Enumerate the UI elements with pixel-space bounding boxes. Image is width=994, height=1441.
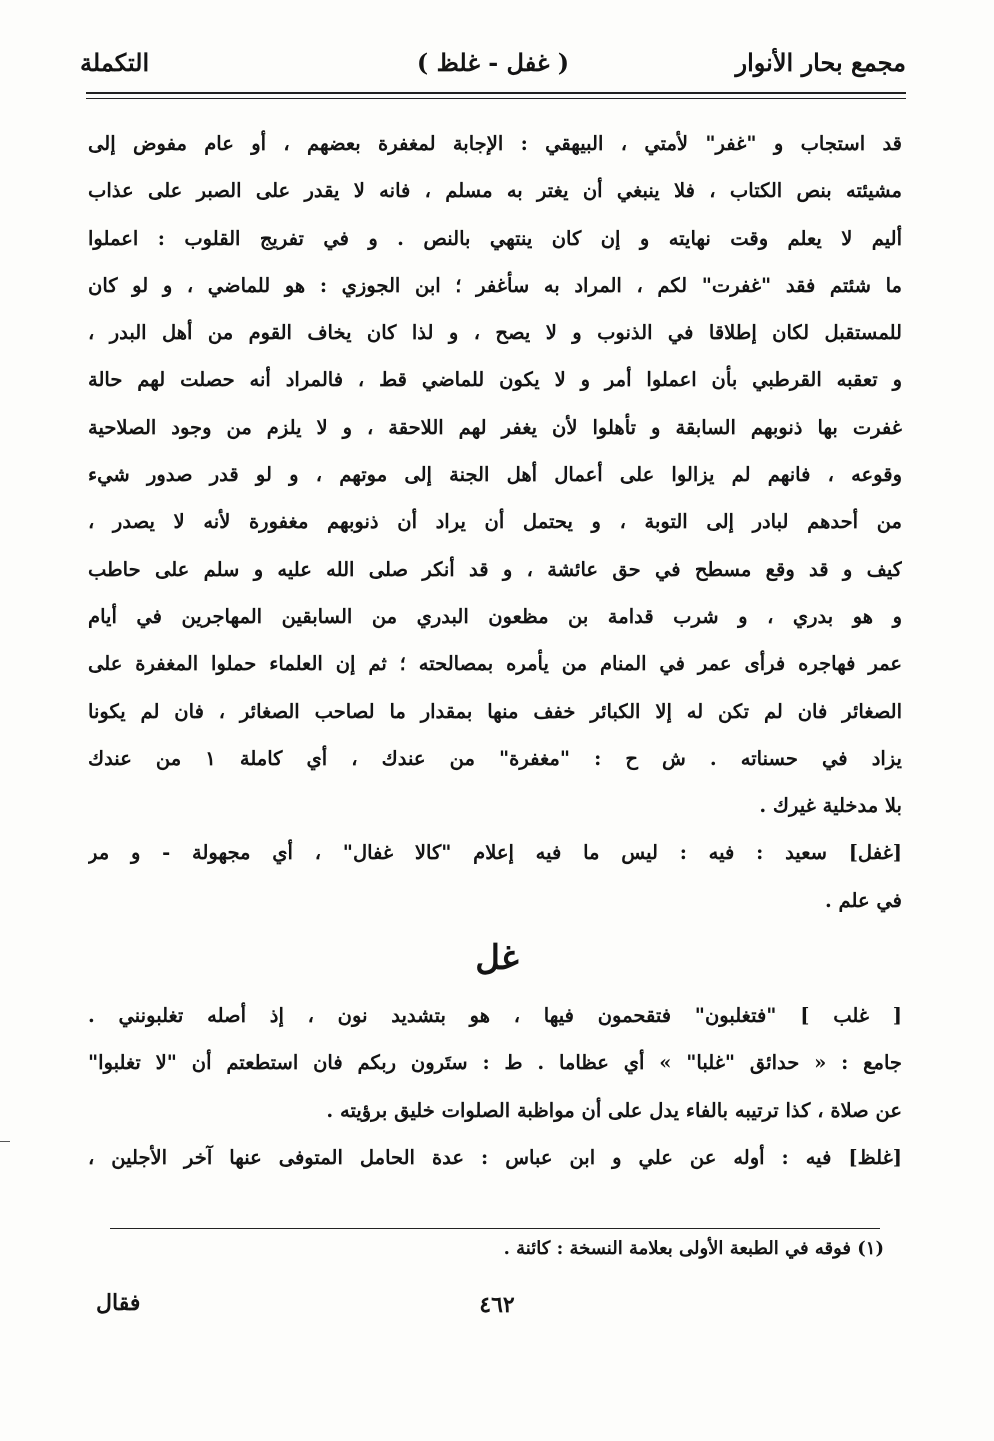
- text-line: كيف و قد وقع مسطح في حق عائشة ، و قد أنكر صلى الله عليه و سلم على حاطب: [88, 557, 902, 581]
- text-line: جامع : « حدائق "غلبا" » أي عظاما . ط : ستَرون ربكم فان استطعتم أن "لا تغلبوا": [88, 1051, 902, 1075]
- section-heading: غل: [475, 938, 519, 978]
- page-number: ٤٦٢: [479, 1292, 515, 1318]
- text-line: مشيئته بنص الكتاب ، فلا ينبغي أن يغتر به مسلم ، فانه لا يقدر على الصبر على عذاب: [88, 179, 902, 203]
- text-line: ما شئتم فقد "غفرت" لكم ، المراد به سأغفر ؛ ابن الجوزي : هو للماضي ، و لو كان: [88, 273, 902, 297]
- footnote: (١) فوقه في الطبعة الأولى بعلامة النسخة : كائنة .: [503, 1238, 884, 1259]
- text-line: و تعقبه القرطبي بأن اعملوا أمر و لا يكون للماضي قط ، فالمراد أنه حصلت لهم حالة: [88, 368, 902, 392]
- entry-ghalab: [ غلب ] "فتغلبون" فتقحمون فيها ، هو بتشديد نون ، إذ أصله تغلبونني .: [88, 1004, 902, 1027]
- main-text: [88, 120, 902, 924]
- text-line: للمستقبل لكان إطلاقا في الذنوب و لا يصح ، و لذا كان يخاف القوم من أهل البدر ،: [88, 321, 902, 345]
- entry-ghalaz: [غلظ] فيه : أوله عن علي و ابن عباس : عدة الحامل المتوفى عنها آخر الأجلين ،: [88, 1145, 902, 1169]
- page-topic-title: ( غفل - غلظ ): [416, 48, 570, 77]
- running-header: [80, 38, 906, 88]
- book-title: مجمع بحار الأنوار: [735, 48, 906, 77]
- text-line: في علم .: [824, 888, 902, 912]
- section-text: [88, 992, 902, 1181]
- header-rule-thin: [86, 98, 906, 99]
- text-line: غفرت بها ذنوبهم السابقة و تأهلوا لأن يغفر لهم اللاحقة ، و لا يلزم من وجود الصلاحية: [88, 415, 902, 439]
- text-line: يزاد في حسناته . ش ح : "مغفرة" من عندك ، أي كاملة ١ من عندك: [88, 746, 902, 770]
- text-line: قد استجاب و "غفر" لأمتي ، البيهقي : الإجابة لمغفرة بعضهم ، أو عام مفوض إلى: [88, 132, 902, 155]
- text-line: أليم لا يعلم وقت نهايته و إن كان ينتهي بالنص . و في تفريج القلوب : اعملوا: [88, 226, 902, 250]
- text-line: و هو بدري ، و شرب قدامة بن مظعون البدري من السابقين المهاجرين في أيام: [88, 604, 902, 628]
- text-line: بلا مدخلية غيرك .: [759, 794, 902, 818]
- catchword: فقال: [96, 1290, 141, 1316]
- text-line: من أحدهم لبادر إلى التوبة ، و يحتمل أن يراد أن ذنوبهم مغفورة لأنه لا يصدر ،: [88, 510, 902, 534]
- margin-mark: [0, 1141, 10, 1142]
- footnote-rule: [110, 1228, 880, 1229]
- text-line: عمر فهاجره فرأى عمر في المنام من يأمره بمصالحته ؛ ثم إن العلماء حملوا المغفرة على: [88, 652, 902, 676]
- text-line: عن صلاة ، كذا ترتيبه بالفاء يدل على أن مواظبة الصلوات خليق برؤيته .: [326, 1098, 902, 1122]
- text-line: وقوعه ، فانهم لم يزالوا على أعمال أهل الجنة إلى موتهم ، و لو قدر صدور شيء: [88, 463, 902, 487]
- text-line: الصغائر فان لم تكن له إلا الكبائر خفف منها بمقدار ما لصاحب الصغائر ، فان لم يكونا: [88, 699, 902, 723]
- entry-ghafal: [غفل] سعيد : فيه : ليس ما فيه إعلام "كالا غفال" ، أي مجهولة - و مر: [88, 841, 902, 865]
- header-rule-thick: [86, 92, 906, 94]
- section-label: التكملة: [80, 48, 150, 77]
